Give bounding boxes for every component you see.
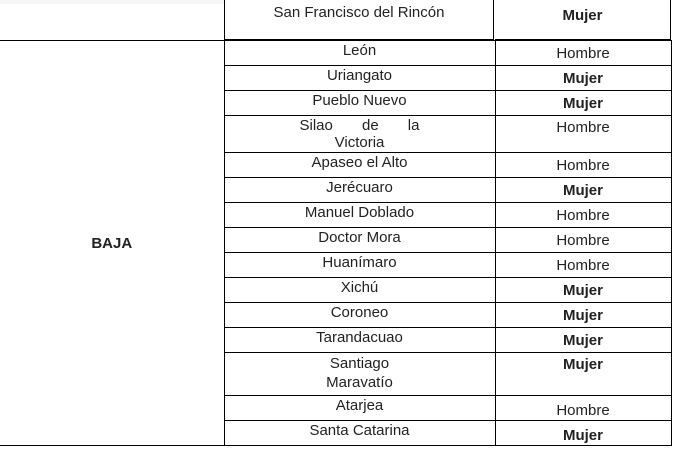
municipality-cell: Apaseo el Alto xyxy=(224,153,495,178)
table-row xyxy=(0,41,671,66)
municipality-cell: Huanímaro xyxy=(224,253,495,278)
municipality-cell xyxy=(224,353,495,396)
table-row-top xyxy=(0,0,676,40)
municipality-cell: Santa Catarina xyxy=(224,421,495,446)
municipality-cell: Tarandacuao xyxy=(224,328,495,353)
municipality-cell: Xichú xyxy=(224,278,495,303)
municipality-text: Santiago Maravatío xyxy=(326,355,393,391)
gender-cell: Mujer xyxy=(495,421,671,446)
gender-cell: Hombre xyxy=(495,153,671,178)
municipality-cell: Uriangato xyxy=(224,66,495,91)
municipality-text: Silao de la Victoria xyxy=(299,117,420,151)
gender-cell: Mujer xyxy=(495,328,671,353)
gender-cell: Hombre xyxy=(495,203,671,228)
municipality-cell: San Francisco del Rincón xyxy=(224,0,494,40)
municipality-cell: León xyxy=(224,41,495,66)
gender-cell: Hombre xyxy=(495,396,671,421)
gender-cell: Hombre xyxy=(495,116,671,153)
municipality-cell: Atarjea xyxy=(224,396,495,421)
municipality-gender-table xyxy=(0,40,672,446)
gender-cell: Mujer xyxy=(495,66,671,91)
municipality-cell: Manuel Doblado xyxy=(224,203,495,228)
gender-cell: Hombre xyxy=(495,228,671,253)
gender-cell: Mujer xyxy=(495,353,671,396)
municipality-cell: Pueblo Nuevo xyxy=(224,91,495,116)
municipality-cell xyxy=(224,116,495,153)
municipality-cell: Jerécuaro xyxy=(224,178,495,203)
gender-cell: Hombre xyxy=(495,41,671,66)
gender-cell: Mujer xyxy=(495,303,671,328)
region-cell-top xyxy=(0,0,224,41)
municipality-cell: Coroneo xyxy=(224,303,495,328)
gender-cell: Mujer xyxy=(495,0,671,40)
municipality-cell: Doctor Mora xyxy=(224,228,495,253)
gender-cell: Hombre xyxy=(495,253,671,278)
gender-cell: Mujer xyxy=(495,278,671,303)
region-label: BAJA xyxy=(0,41,224,446)
gender-cell: Mujer xyxy=(495,178,671,203)
gender-cell: Mujer xyxy=(495,91,671,116)
